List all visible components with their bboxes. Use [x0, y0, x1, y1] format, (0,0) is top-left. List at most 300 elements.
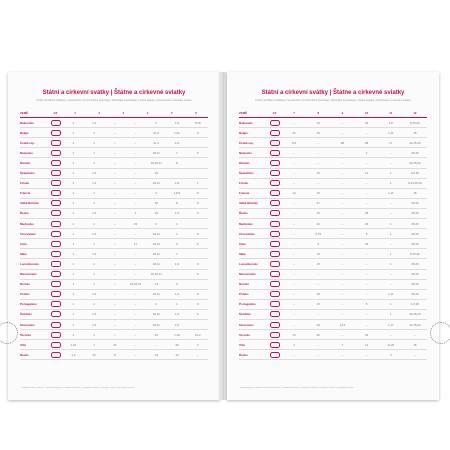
country-name: Maďarsko: [20, 221, 34, 226]
table-cell: –: [134, 292, 137, 297]
table-cell: –: [113, 332, 116, 337]
table-cell: –: [134, 181, 137, 186]
flag-cell: [267, 190, 282, 196]
left-holiday-table: [20, 108, 208, 360]
table-cell: 15: [292, 332, 296, 337]
table-cell: –: [113, 241, 116, 246]
table-cell: 25,26: [411, 272, 419, 277]
table-header-cell: 10: [364, 110, 369, 115]
country-flag-icon: [51, 210, 61, 216]
table-cell: –: [134, 312, 137, 317]
table-row: [20, 128, 208, 138]
flag-cell: [267, 130, 282, 136]
table-cell: –: [293, 201, 295, 206]
table-cell: –: [134, 150, 137, 155]
country-name: Belgie: [239, 130, 248, 135]
left-page-header: [8, 90, 220, 102]
flag-cell: [267, 200, 282, 206]
country-flag-icon: [270, 322, 280, 328]
flag-cell: [267, 281, 282, 287]
table-cell: –: [341, 241, 344, 246]
table-cell: 1: [72, 201, 75, 206]
table-cell: –: [293, 282, 295, 287]
country-name: Rakousko: [20, 120, 34, 125]
table-cell: –: [389, 211, 392, 216]
table-cell: 9: [196, 292, 199, 297]
table-cell: 9: [176, 282, 178, 287]
table-cell: –: [155, 342, 158, 347]
table-cell: 3: [365, 150, 368, 155]
table-cell: 1: [72, 332, 75, 337]
table-cell: 9: [196, 130, 199, 135]
table-cell: 29: [364, 241, 369, 246]
country-name: Itálie: [239, 251, 246, 256]
table-row: [20, 199, 208, 209]
table-cell: 1: [72, 191, 75, 196]
table-row: [239, 209, 427, 219]
table-row: [239, 300, 427, 310]
table-row: [239, 320, 427, 330]
table-cell: 18,21: [152, 241, 160, 246]
table-cell: –: [365, 272, 368, 277]
table-row: [20, 259, 208, 269]
table-cell: 8,25,26: [410, 251, 420, 256]
country-flag-icon: [51, 311, 61, 317]
table-cell: 6: [196, 312, 199, 317]
table-cell: –: [414, 332, 416, 337]
table-cell: 2: [155, 221, 158, 226]
table-cell: 1: [176, 231, 178, 236]
table-row: [239, 249, 427, 259]
country-flag-icon: [270, 352, 280, 358]
country-name: Švédsko: [239, 312, 251, 317]
country-name: Slovensko: [239, 322, 254, 327]
table-cell: 25,26: [411, 292, 419, 297]
table-cell: 1: [93, 342, 95, 347]
country-flag-icon: [270, 311, 280, 317]
table-cell: –: [293, 120, 295, 125]
table-cell: 1: [72, 181, 75, 186]
table-row: [239, 259, 427, 269]
table-cell: 1: [389, 181, 392, 186]
flag-cell: [48, 311, 63, 317]
table-cell: 1: [72, 292, 75, 297]
table-cell: 28: [364, 140, 369, 145]
right-page-title: Státní a církevní svátky | Štátne a cirkevné sviatky: [261, 90, 405, 96]
flag-cell: [48, 200, 63, 206]
table-cell: 1,6: [92, 312, 97, 317]
table-cell: 9: [196, 201, 199, 206]
table-cell: –: [341, 261, 344, 266]
table-cell: 8: [365, 231, 368, 236]
table-cell: –: [113, 282, 116, 287]
left-page-footnote: * pohyblivý den | Asterisk: volnočasový den | Holiday observed * pohyblivý svátek | Feiertag / svátek | pohyblivý svátek: [20, 387, 135, 389]
table-cell: –: [365, 261, 368, 266]
table-cell: –: [317, 312, 320, 317]
table-cell: 18,21: [152, 150, 160, 155]
table-cell: –: [113, 191, 116, 196]
table-cell: 9: [196, 150, 199, 155]
country-flag-icon: [270, 261, 280, 267]
country-name: Nizozemsko: [239, 272, 256, 277]
flag-cell: [267, 150, 282, 156]
country-flag-icon: [270, 221, 280, 227]
flag-cell: [48, 241, 63, 247]
flag-cell: [267, 352, 282, 358]
table-cell: –: [365, 191, 368, 196]
table-cell: 9: [196, 272, 199, 277]
table-row: [20, 209, 208, 219]
flag-cell: [267, 231, 282, 237]
table-cell: 1,6: [92, 181, 97, 186]
table-cell: –: [317, 181, 320, 186]
table-cell: 1,8: [174, 322, 179, 327]
table-cell: 17: [389, 140, 393, 145]
table-cell: 23: [364, 221, 369, 226]
table-cell: –: [341, 211, 344, 216]
country-flag-icon: [270, 170, 280, 176]
table-cell: 8: [113, 352, 116, 357]
table-cell: –: [293, 302, 295, 307]
table-cell: 1: [134, 211, 137, 216]
country-name: Polsko: [239, 292, 249, 297]
table-cell: 1: [93, 302, 95, 307]
country-name: USA: [239, 342, 246, 347]
table-cell: –: [341, 312, 344, 317]
flag-cell: [267, 120, 282, 126]
table-cell: 18,21: [152, 181, 160, 186]
table-row: [20, 300, 208, 310]
table-cell: –: [134, 332, 137, 337]
flag-cell: [267, 261, 282, 267]
table-header-cell: 4: [146, 110, 149, 115]
flag-cell: [267, 271, 282, 277]
table-header-row: [239, 108, 427, 118]
table-row: [20, 239, 208, 249]
table-cell: –: [293, 161, 295, 166]
table-cell: 1: [72, 130, 75, 135]
flag-cell: [267, 322, 282, 328]
table-cell: 27: [316, 201, 320, 206]
table-cell: 1,21: [174, 130, 180, 135]
country-name: Maďarsko: [239, 221, 253, 226]
table-cell: 18,21: [152, 312, 160, 317]
table-cell: –: [317, 352, 320, 357]
flag-cell: [267, 241, 282, 247]
table-row: [20, 118, 208, 128]
table-cell: 25: [413, 342, 417, 347]
table-header-cell: 6: [195, 110, 197, 115]
table-cell: 1: [72, 282, 75, 287]
table-cell: 1: [389, 261, 392, 266]
table-cell: 1,6: [92, 292, 97, 297]
country-name: Irsko: [239, 241, 246, 246]
table-cell: 6: [176, 241, 178, 246]
table-cell: 18,18,21: [150, 272, 162, 277]
table-cell: –: [365, 312, 368, 317]
country-name: Velká Británie: [20, 201, 39, 206]
table-cell: 6,24,25,26: [408, 181, 422, 186]
table-cell: 26: [364, 120, 369, 125]
table-cell: –: [341, 201, 344, 206]
table-cell: –: [113, 292, 116, 297]
table-cell: –: [113, 302, 116, 307]
table-cell: –: [341, 171, 344, 176]
table-cell: –: [365, 292, 368, 297]
table-cell: 6,8,25: [410, 171, 419, 176]
table-cell: 1: [72, 231, 75, 236]
table-cell: 8: [176, 201, 178, 206]
table-cell: 1,9: [174, 120, 179, 125]
table-cell: –: [341, 120, 344, 125]
table-row: [20, 138, 208, 148]
country-flag-icon: [51, 322, 61, 328]
table-cell: 18,18,21: [129, 282, 142, 287]
country-flag-icon: [51, 150, 61, 156]
country-flag-icon: [51, 200, 61, 206]
table-cell: 17: [133, 241, 138, 246]
table-cell: –: [113, 171, 116, 176]
table-cell: –: [365, 251, 368, 256]
country-flag-icon: [51, 261, 61, 267]
table-cell: –: [113, 211, 116, 216]
table-cell: 1,6: [92, 322, 97, 327]
table-cell: 15: [316, 171, 320, 176]
table-row: [239, 189, 427, 199]
table-row: [20, 169, 208, 179]
country-name: Francie: [239, 191, 250, 196]
table-cell: 15: [316, 302, 320, 307]
left-page-title: Státní a církevní svátky | Štátne a cirkevné sviatky: [42, 90, 186, 96]
flag-cell: [48, 301, 63, 307]
table-cell: –: [293, 292, 295, 297]
table-cell: 18,21: [152, 261, 160, 266]
table-cell: –: [293, 322, 295, 327]
country-flag-icon: [51, 221, 61, 227]
table-cell: 28: [364, 211, 369, 216]
country-flag-icon: [270, 281, 280, 287]
table-cell: 9: [196, 191, 199, 196]
country-flag-icon: [270, 160, 280, 166]
table-cell: –: [414, 352, 416, 357]
table-cell: –: [341, 282, 344, 287]
left-page-subtitle: Public and Bank Holidays | Gesetzliche und kirchliche Feiertage | Wettelijke Feestdagen | Fêtes légales | Państwowe i kościelne święta: [36, 99, 192, 102]
country-flag-icon: [51, 352, 61, 358]
flag-cell: [267, 210, 282, 216]
country-flag-icon: [51, 140, 61, 146]
table-cell: 15: [316, 120, 320, 125]
country-flag-icon: [270, 251, 280, 257]
table-cell: 8,25,26: [410, 120, 420, 125]
table-cell: –: [341, 352, 344, 357]
table-row: [239, 138, 427, 148]
table-header-cell: 8: [317, 110, 320, 115]
country-name: Řecko: [239, 211, 248, 216]
table-cell: 1: [72, 171, 75, 176]
table-cell: 24,25,26: [409, 312, 421, 317]
country-flag-icon: [270, 120, 280, 126]
table-cell: 12: [364, 171, 369, 176]
country-name: Španělsko: [20, 171, 35, 176]
table-cell: 1: [72, 241, 75, 246]
table-cell: 25,26: [411, 150, 419, 155]
table-cell: –: [134, 201, 137, 206]
table-cell: 5: [365, 302, 368, 307]
table-cell: 25,26: [411, 211, 419, 216]
flag-cell: [267, 291, 282, 297]
table-cell: 15: [133, 221, 138, 226]
table-row: [239, 310, 427, 320]
flag-cell: [48, 251, 63, 257]
table-cell: 1,9: [174, 211, 179, 216]
country-name: Francie: [20, 191, 31, 196]
table-cell: 14: [292, 191, 296, 196]
flag-cell: [48, 332, 63, 338]
country-name: Turecko: [239, 332, 251, 337]
table-cell: –: [365, 352, 368, 357]
table-row: [239, 118, 427, 128]
table-cell: –: [134, 261, 137, 266]
country-flag-icon: [270, 271, 280, 277]
table-row: [239, 229, 427, 239]
table-cell: 1: [72, 322, 75, 327]
table-cell: 20: [316, 221, 320, 226]
table-cell: –: [341, 231, 344, 236]
country-name: Turecko: [20, 332, 32, 337]
table-cell: 5,6: [292, 140, 297, 145]
table-cell: 28: [340, 140, 345, 145]
flag-cell: [267, 160, 282, 166]
table-cell: 1: [72, 211, 75, 216]
table-cell: –: [365, 282, 368, 287]
flag-cell: [267, 251, 282, 257]
table-cell: –: [113, 201, 116, 206]
left-page: [8, 72, 220, 400]
table-header-cell: ZEMĚ: [239, 110, 248, 115]
table-cell: 15: [316, 292, 320, 297]
table-cell: –: [134, 322, 137, 327]
table-row: [239, 128, 427, 138]
table-cell: –: [389, 201, 392, 206]
table-cell: 1: [72, 221, 75, 226]
table-row: [20, 219, 208, 229]
table-cell: 12: [175, 352, 179, 357]
table-row: [239, 179, 427, 189]
table-cell: 1: [93, 332, 95, 337]
country-name: Nizozemsko: [20, 272, 37, 277]
table-row: [20, 270, 208, 280]
table-header-cell: 5: [170, 110, 173, 115]
table-row: [20, 310, 208, 320]
table-row: [239, 158, 427, 168]
table-cell: 1: [196, 181, 199, 186]
table-cell: –: [134, 191, 137, 196]
flag-cell: [48, 231, 63, 237]
country-flag-icon: [270, 231, 280, 237]
table-header-cell: 9: [341, 110, 344, 115]
table-cell: 1: [389, 221, 392, 226]
right-page: [227, 72, 439, 400]
table-cell: –: [293, 272, 295, 277]
table-cell: 1: [72, 251, 75, 256]
table-cell: –: [341, 292, 344, 297]
table-cell: –: [113, 120, 116, 125]
table-cell: 25,26: [411, 221, 419, 226]
table-cell: –: [113, 130, 116, 135]
table-cell: –: [293, 352, 295, 357]
table-cell: 25,26: [411, 231, 419, 236]
table-cell: –: [317, 161, 320, 166]
table-header-cell: 7: [293, 110, 295, 115]
country-name: Portugalsko: [239, 302, 256, 307]
table-cell: 1: [389, 251, 392, 256]
table-cell: 9: [196, 302, 199, 307]
table-cell: 1: [72, 272, 75, 277]
flag-cell: [48, 210, 63, 216]
flag-cell: [48, 170, 63, 176]
table-cell: –: [113, 251, 116, 256]
country-flag-icon: [51, 170, 61, 176]
table-header-cell: 3: [122, 110, 125, 115]
table-cell: 30: [316, 332, 320, 337]
country-flag-icon: [270, 190, 280, 196]
table-cell: –: [293, 171, 295, 176]
table-cell: 24,25,26: [409, 140, 421, 145]
table-cell: –: [293, 251, 295, 256]
table-cell: 1: [93, 161, 95, 166]
table-cell: 1,6: [92, 120, 97, 125]
table-cell: 1: [93, 201, 95, 206]
table-cell: 1: [72, 120, 75, 125]
flag-cell: [267, 170, 282, 176]
table-cell: –: [389, 161, 392, 166]
table-cell: 1: [72, 150, 75, 155]
flag-cell: [48, 120, 63, 126]
table-cell: 23: [92, 352, 96, 357]
table-cell: 23: [154, 332, 158, 337]
table-cell: 1: [72, 312, 75, 317]
country-flag-icon: [270, 241, 280, 247]
table-header-cell: 12: [413, 110, 417, 115]
flag-cell: [48, 261, 63, 267]
table-cell: 25: [413, 191, 417, 196]
country-flag-icon: [51, 251, 61, 257]
table-cell: –: [293, 312, 295, 317]
table-cell: 1: [93, 261, 95, 266]
table-cell: 1,6: [92, 211, 97, 216]
table-cell: –: [341, 221, 344, 226]
table-cell: –: [134, 171, 137, 176]
table-cell: 21,2: [153, 130, 160, 135]
table-cell: –: [293, 241, 295, 246]
table-cell: –: [113, 140, 116, 145]
country-name: Švédsko: [20, 312, 32, 317]
table-cell: –: [113, 322, 116, 327]
flag-cell: [48, 140, 63, 146]
country-name: Chorvatsko: [20, 231, 36, 236]
table-cell: –: [341, 332, 344, 337]
table-cell: –: [134, 130, 137, 135]
country-flag-icon: [51, 120, 61, 126]
table-cell: 29: [316, 322, 320, 327]
table-cell: 1,9: [154, 352, 159, 357]
table-cell: 25,26: [411, 261, 419, 266]
table-cell: 1,9: [174, 312, 179, 317]
country-flag-icon: [270, 140, 280, 146]
table-cell: 21: [292, 130, 296, 135]
table-cell: 1: [72, 302, 75, 307]
table-cell: 9,30: [194, 120, 201, 125]
